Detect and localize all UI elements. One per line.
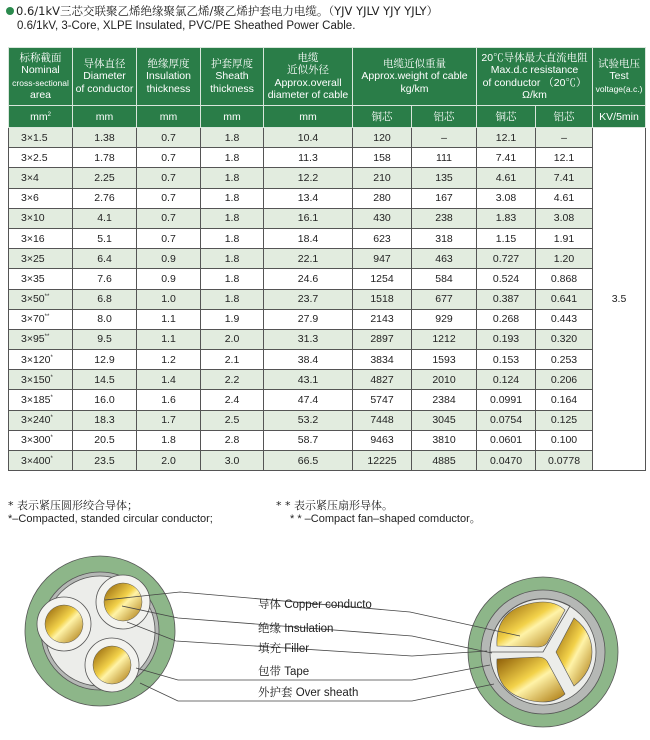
cell-weight-aluminum: 1212 <box>412 329 477 349</box>
table-row <box>9 228 646 248</box>
label-insulation: 绝缘 Insulation <box>258 623 334 635</box>
cell-weight-copper: 158 <box>353 148 412 168</box>
cell-overall-diameter: 18.4 <box>264 228 353 248</box>
cell-overall-diameter: 24.6 <box>264 269 353 289</box>
cell-overall-diameter: 27.9 <box>264 309 353 329</box>
title-chinese <box>6 4 438 18</box>
cell-weight-aluminum: – <box>412 128 477 148</box>
cell-insulation: 1.1 <box>137 329 201 349</box>
table-row <box>9 410 646 430</box>
cell-resistance-aluminum: 4.61 <box>536 188 593 208</box>
cell-sheath: 2.0 <box>201 329 264 349</box>
cell-insulation: 1.1 <box>137 309 201 329</box>
cell-overall-diameter: 38.4 <box>264 350 353 370</box>
table-row <box>9 390 646 410</box>
cell-diameter: 16.0 <box>73 390 137 410</box>
cell-sheath: 1.8 <box>201 208 264 228</box>
cell-sheath: 1.9 <box>201 309 264 329</box>
cell-resistance-aluminum: 1.91 <box>536 228 593 248</box>
cell-sheath: 2.5 <box>201 410 264 430</box>
cell-area: 3×95** <box>9 329 73 349</box>
cell-weight-aluminum: 3810 <box>412 430 477 450</box>
cell-overall-diameter: 53.2 <box>264 410 353 430</box>
cell-sheath: 2.8 <box>201 430 264 450</box>
cell-diameter: 2.25 <box>73 168 137 188</box>
cell-area: 3×120* <box>9 350 73 370</box>
cell-resistance-copper: 7.41 <box>477 148 536 168</box>
cell-weight-aluminum: 2384 <box>412 390 477 410</box>
cell-diameter: 1.78 <box>73 148 137 168</box>
cell-weight-aluminum: 463 <box>412 249 477 269</box>
spec-table-body <box>9 128 646 471</box>
cell-sheath: 1.8 <box>201 269 264 289</box>
cell-weight-aluminum: 318 <box>412 228 477 248</box>
table-row <box>9 188 646 208</box>
cell-overall-diameter: 31.3 <box>264 329 353 349</box>
conductor-left-3 <box>93 646 131 684</box>
cell-insulation: 0.7 <box>137 168 201 188</box>
cell-overall-diameter: 47.4 <box>264 390 353 410</box>
spec-table <box>8 47 646 471</box>
cell-overall-diameter: 13.4 <box>264 188 353 208</box>
cell-weight-aluminum: 677 <box>412 289 477 309</box>
cell-resistance-copper: 0.387 <box>477 289 536 309</box>
table-row <box>9 208 646 228</box>
unit-weight-copper: 铜芯 <box>353 106 412 128</box>
cell-overall-diameter: 58.7 <box>264 430 353 450</box>
cell-insulation: 0.7 <box>137 148 201 168</box>
cell-weight-aluminum: 111 <box>412 148 477 168</box>
cell-weight-aluminum: 167 <box>412 188 477 208</box>
cell-area: 3×4 <box>9 168 73 188</box>
cell-area: 3×400* <box>9 451 73 471</box>
cell-resistance-copper: 0.0601 <box>477 430 536 450</box>
cell-weight-copper: 947 <box>353 249 412 269</box>
cell-resistance-copper: 0.727 <box>477 249 536 269</box>
title-chinese-text: 0.6/1kV三芯交联聚乙烯绝缘聚氯乙烯/聚乙烯护套电力电缆。（YJV YJLV YJY YJLY） <box>16 4 439 18</box>
cell-resistance-aluminum: 7.41 <box>536 168 593 188</box>
table-row <box>9 148 646 168</box>
label-over-sheath: 外护套 Over sheath <box>258 687 359 699</box>
note-single-star-en: *–Compacted, standed circular conductor; <box>8 513 213 525</box>
label-filler: 填充 Filler <box>258 643 310 655</box>
cell-diameter: 7.6 <box>73 269 137 289</box>
cell-diameter: 20.5 <box>73 430 137 450</box>
cell-resistance-aluminum: 0.253 <box>536 350 593 370</box>
cell-insulation: 1.4 <box>137 370 201 390</box>
unit-sheath: mm <box>201 106 264 128</box>
unit-resistance-copper: 铜芯 <box>477 106 536 128</box>
cell-area: 3×240* <box>9 410 73 430</box>
cell-diameter: 5.1 <box>73 228 137 248</box>
cell-weight-copper: 2897 <box>353 329 412 349</box>
header-insulation: 绝缘厚度 Insulation thickness <box>137 48 201 106</box>
cell-sheath: 1.8 <box>201 228 264 248</box>
cell-insulation: 1.0 <box>137 289 201 309</box>
cell-insulation: 1.7 <box>137 410 201 430</box>
table-row <box>9 430 646 450</box>
header-weight: 电缆近似重量 Approx.weight of cable kg/km <box>353 48 477 106</box>
table-row <box>9 249 646 269</box>
round-conductor-cable <box>25 556 175 706</box>
cell-weight-copper: 4827 <box>353 370 412 390</box>
cell-diameter: 6.8 <box>73 289 137 309</box>
cell-weight-copper: 12225 <box>353 451 412 471</box>
cell-weight-aluminum: 4885 <box>412 451 477 471</box>
cell-resistance-aluminum: 0.164 <box>536 390 593 410</box>
cell-resistance-aluminum: 12.1 <box>536 148 593 168</box>
cell-resistance-aluminum: 1.20 <box>536 249 593 269</box>
cell-diameter: 23.5 <box>73 451 137 471</box>
label-conductor: 导体 Copper conducto <box>258 599 372 611</box>
cell-weight-aluminum: 238 <box>412 208 477 228</box>
note-double-star-cn: * * 表示紧压扇形导体。 <box>276 499 393 512</box>
cell-resistance-aluminum: 0.0778 <box>536 451 593 471</box>
header-resistance: 20℃导体最大直流电阻 Max.d.c resistance of conductor （20℃） Ω/km <box>477 48 593 106</box>
header-overall-diameter: 电缆 近似外径 Approx.overall diameter of cable <box>264 48 353 106</box>
bullet-icon <box>6 7 14 15</box>
conductor-left-1 <box>45 605 83 643</box>
cell-sheath: 1.8 <box>201 289 264 309</box>
cell-weight-aluminum: 929 <box>412 309 477 329</box>
cell-insulation: 1.6 <box>137 390 201 410</box>
cell-area: 3×6 <box>9 188 73 208</box>
table-row <box>9 269 646 289</box>
cell-sheath: 1.8 <box>201 249 264 269</box>
note-single-star-cn: * 表示紧压圆形绞合导体； <box>8 499 138 512</box>
cell-weight-copper: 280 <box>353 188 412 208</box>
cell-weight-aluminum: 135 <box>412 168 477 188</box>
cell-resistance-copper: 1.15 <box>477 228 536 248</box>
cell-insulation: 2.0 <box>137 451 201 471</box>
cell-weight-copper: 5747 <box>353 390 412 410</box>
header-area: 标称截面 Nominal cross-sectional area <box>9 48 73 106</box>
cell-resistance-copper: 0.124 <box>477 370 536 390</box>
cell-diameter: 18.3 <box>73 410 137 430</box>
cell-overall-diameter: 22.1 <box>264 249 353 269</box>
cell-weight-copper: 623 <box>353 228 412 248</box>
cell-resistance-copper: 0.153 <box>477 350 536 370</box>
unit-insulation: mm <box>137 106 201 128</box>
cell-resistance-aluminum: 0.443 <box>536 309 593 329</box>
cell-diameter: 8.0 <box>73 309 137 329</box>
cell-insulation: 0.9 <box>137 249 201 269</box>
cell-diameter: 9.5 <box>73 329 137 349</box>
cell-weight-aluminum: 2010 <box>412 370 477 390</box>
cell-diameter: 4.1 <box>73 208 137 228</box>
cell-weight-copper: 1254 <box>353 269 412 289</box>
cell-resistance-copper: 0.193 <box>477 329 536 349</box>
header-sheath: 护套厚度 Sheath thickness <box>201 48 264 106</box>
cell-weight-copper: 9463 <box>353 430 412 450</box>
cell-resistance-copper: 12.1 <box>477 128 536 148</box>
label-tape: 包带 Tape <box>258 666 310 678</box>
note-double-star-en: * * –Compact fan–shaped comductor。 <box>290 513 481 525</box>
cell-resistance-aluminum: 0.641 <box>536 289 593 309</box>
cell-overall-diameter: 10.4 <box>264 128 353 148</box>
table-row <box>9 370 646 390</box>
table-row <box>9 168 646 188</box>
cell-overall-diameter: 11.3 <box>264 148 353 168</box>
cell-diameter: 14.5 <box>73 370 137 390</box>
cell-area: 3×50** <box>9 289 73 309</box>
cell-sheath: 3.0 <box>201 451 264 471</box>
cell-overall-diameter: 43.1 <box>264 370 353 390</box>
cell-weight-aluminum: 584 <box>412 269 477 289</box>
cell-sheath: 2.1 <box>201 350 264 370</box>
cell-insulation: 0.7 <box>137 208 201 228</box>
title-english: 0.6/1kV, 3-Core, XLPE Insulated, PVC/PE Sheathed Power Cable. <box>17 20 356 32</box>
cell-weight-aluminum: 3045 <box>412 410 477 430</box>
table-row <box>9 329 646 349</box>
cell-resistance-aluminum: – <box>536 128 593 148</box>
cell-area: 3×16 <box>9 228 73 248</box>
cell-area: 3×185* <box>9 390 73 410</box>
cell-resistance-aluminum: 0.100 <box>536 430 593 450</box>
table-row <box>9 128 646 148</box>
cell-overall-diameter: 16.1 <box>264 208 353 228</box>
cell-resistance-aluminum: 0.206 <box>536 370 593 390</box>
unit-diameter: mm <box>73 106 137 128</box>
unit-resistance-aluminum: 铝芯 <box>536 106 593 128</box>
cell-sheath: 2.2 <box>201 370 264 390</box>
cell-insulation: 0.7 <box>137 228 201 248</box>
header-diameter: 导体直径 Diameter of conductor <box>73 48 137 106</box>
cell-area: 3×150* <box>9 370 73 390</box>
cell-resistance-aluminum: 0.868 <box>536 269 593 289</box>
cable-cross-section-diagram <box>0 540 650 740</box>
cell-resistance-copper: 0.0470 <box>477 451 536 471</box>
cell-overall-diameter: 12.2 <box>264 168 353 188</box>
cell-resistance-copper: 0.268 <box>477 309 536 329</box>
cell-resistance-copper: 3.08 <box>477 188 536 208</box>
cell-area: 3×1.5 <box>9 128 73 148</box>
table-row <box>9 289 646 309</box>
cell-weight-copper: 210 <box>353 168 412 188</box>
cell-resistance-copper: 0.524 <box>477 269 536 289</box>
conductor-left-2 <box>104 583 142 621</box>
cell-weight-copper: 7448 <box>353 410 412 430</box>
cell-sheath: 1.8 <box>201 128 264 148</box>
cell-diameter: 6.4 <box>73 249 137 269</box>
cell-test-voltage: 3.5 <box>593 128 646 471</box>
cell-insulation: 1.2 <box>137 350 201 370</box>
cell-resistance-copper: 1.83 <box>477 208 536 228</box>
table-row <box>9 350 646 370</box>
table-row <box>9 309 646 329</box>
cell-area: 3×35 <box>9 269 73 289</box>
cell-overall-diameter: 66.5 <box>264 451 353 471</box>
cell-area: 3×10 <box>9 208 73 228</box>
cell-weight-copper: 430 <box>353 208 412 228</box>
cell-area: 3×70** <box>9 309 73 329</box>
cell-resistance-copper: 0.0754 <box>477 410 536 430</box>
cell-diameter: 12.9 <box>73 350 137 370</box>
cell-diameter: 1.38 <box>73 128 137 148</box>
cell-insulation: 1.8 <box>137 430 201 450</box>
unit-overall: mm <box>264 106 353 128</box>
cell-resistance-aluminum: 0.320 <box>536 329 593 349</box>
cell-area: 3×300* <box>9 430 73 450</box>
cell-resistance-aluminum: 0.125 <box>536 410 593 430</box>
cell-area: 3×25 <box>9 249 73 269</box>
header-test-voltage: 试验电压 Test voltage(a.c.) <box>593 48 646 106</box>
cell-insulation: 0.9 <box>137 269 201 289</box>
cell-insulation: 0.7 <box>137 188 201 208</box>
unit-voltage: KV/5min <box>593 106 646 128</box>
cell-overall-diameter: 23.7 <box>264 289 353 309</box>
unit-weight-aluminum: 铝芯 <box>412 106 477 128</box>
cell-sheath: 1.8 <box>201 148 264 168</box>
cell-sheath: 1.8 <box>201 188 264 208</box>
table-row <box>9 451 646 471</box>
cell-insulation: 0.7 <box>137 128 201 148</box>
cell-resistance-copper: 4.61 <box>477 168 536 188</box>
cell-area: 3×2.5 <box>9 148 73 168</box>
cell-weight-copper: 3834 <box>353 350 412 370</box>
unit-area: $mm^2$ <box>9 106 73 128</box>
sector-conductor-cable <box>468 577 618 727</box>
cell-resistance-aluminum: 3.08 <box>536 208 593 228</box>
cell-weight-aluminum: 1593 <box>412 350 477 370</box>
cell-sheath: 1.8 <box>201 168 264 188</box>
cell-sheath: 2.4 <box>201 390 264 410</box>
cell-weight-copper: 120 <box>353 128 412 148</box>
cell-resistance-copper: 0.0991 <box>477 390 536 410</box>
cell-diameter: 2.76 <box>73 188 137 208</box>
cell-weight-copper: 1518 <box>353 289 412 309</box>
cell-weight-copper: 2143 <box>353 309 412 329</box>
